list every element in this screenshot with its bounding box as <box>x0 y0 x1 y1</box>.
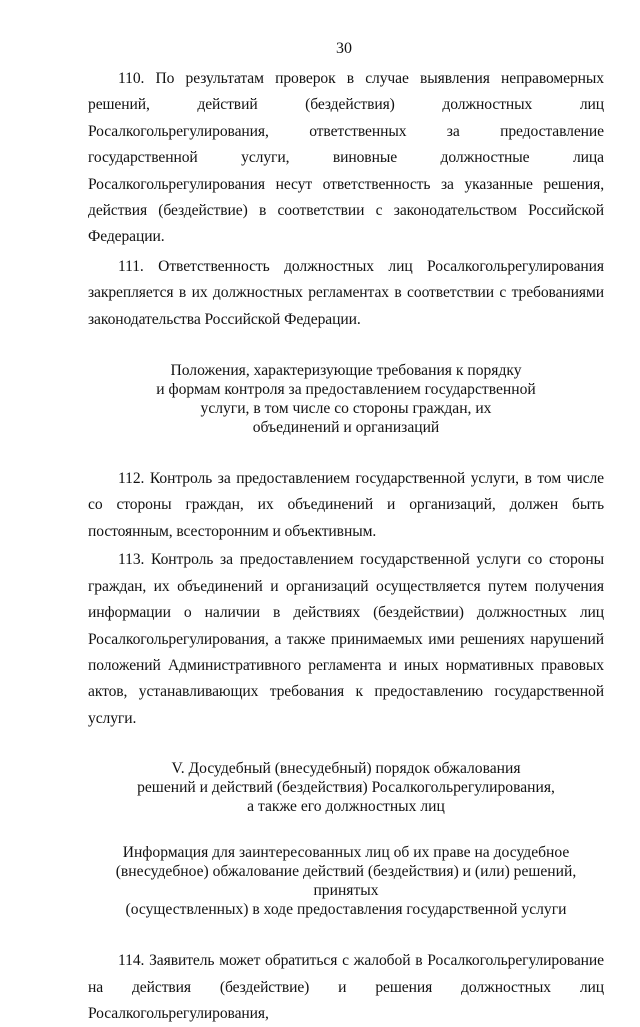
heading-line: (внесудебное) обжалование действий (бездействия) и (или) решений, принятых <box>115 863 577 900</box>
heading-line: V. Досудебный (внесудебный) порядок обжалования <box>171 760 521 778</box>
paragraph-111: 111. Ответственность должностных лиц Росалкогольрегулирования закрепляется в их должностных регламентах в соответствии с требованиями законодательства Российской Федерации. <box>88 257 604 328</box>
heading-line: Положения, характеризующие требования к порядку <box>170 362 522 380</box>
heading-line: объединений и организаций <box>252 419 440 437</box>
document-body <box>88 66 604 1027</box>
heading-line: услуги, в том числе со стороны граждан, их <box>200 400 492 418</box>
heading-appeal-information <box>88 843 604 919</box>
heading-line: решений и действий (бездействия) Росалкогольрегулирования, <box>137 779 555 797</box>
heading-line: Информация для заинтересованных лиц об их праве на досудебное <box>122 844 570 862</box>
page-number: 30 <box>336 40 352 57</box>
paragraph-114: 114. Заявитель может обратиться с жалобой в Росалкогольрегулирование на действия (бездействие) и решения должностных лиц Росалкогольрегулирования, <box>88 952 604 1022</box>
heading-line: а также его должностных лиц <box>247 798 445 816</box>
paragraph-112: 112. Контроль за предоставлением государственной услуги, в том числе со стороны граждан, их объединений и организаций, должен быть постоянным, всесторонним и объективным. <box>88 470 604 540</box>
heading-line: и формам контроля за предоставлением государственной <box>156 381 536 399</box>
paragraph-110: 110. По результатам проверок в случае выявления неправомерных решений, действий (бездействия) должностных лиц Росалкогольрегулирования, ответственных за предоставление государственной услуги, виновные должностные лица Росалкогольрегулирования несут ответственность за указанные решения, действия (бездействие) в соответствии с законодательством Российской Федерации. <box>88 70 604 246</box>
heading-control-requirements <box>88 361 604 437</box>
heading-line: (осуществленных) в ходе предоставления государственной услуги <box>125 901 567 919</box>
heading-section-v <box>88 759 604 816</box>
paragraph-113: 113. Контроль за предоставлением государственной услуги со стороны граждан, их объединений и организаций осуществляется путем получения информации о наличии в действиях (бездействии) должностных лиц Росалкогольрегулирования, а также принимаемых ими решениях нарушений положений Административного регламента и иных нормативных правовых актов, устанавливающих требования к предоставлению государственной услуги. <box>88 551 604 727</box>
